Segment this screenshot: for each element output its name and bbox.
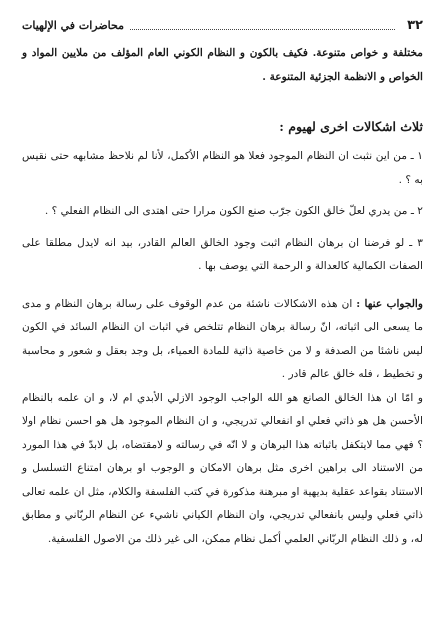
page-number: ٣٢ [407,17,423,33]
intro-paragraph: مختلفة و خواص متنوعة. فكيف بالكون و النظام الكوني العام المؤلف من ملايين المواد و الخواص و الانظمة الجزئية المتنوعة . [22,47,423,83]
header-dotted-leader [130,21,395,30]
answer-label: والجواب عنها : [356,297,423,310]
question-1: ١ ـ من اين نثبت ان النظام الموجود فعلا هو النظام الأكمل، لأنا لم نلاحظ مشابهه حتى نقيس به ؟ . [22,150,423,186]
running-title: محاضرات في الإلهيات [22,18,125,32]
answer-text-1: ان هذه الاشكالات ناشئة من عدم الوقوف على رسالة برهان النظام و مدى ما يسعى الى اثباته، انّ رسالة برهان النظام تتلخص في اثبات ان النظام السائد في الكون ليس ناشئا من الصدفة و لا من خاصية ذاتية للمادة العمياء، بل وجد بعقل و شعور و محاسبة و تخطيط ، فله خالق عالم قادر . [22,297,423,380]
question-2: ٢ ـ من يدري لعلّ خالق الكون جرّب صنع الكون مرارا حتى اهتدى الى النظام الفعلي ؟ . [44,205,423,217]
section-title: ثلاث اشكالات اخرى لهيوم : [279,119,423,134]
answer-paragraph-1 [22,293,423,387]
answer-paragraph-2: و امّا ان هذا الخالق الصانع هو الله الواجب الوجود الازلي الأبدي ام لا، و ان علمه بالنظام الأحسن هل هو ذاتي فعلي او انفعالي تدريجي، و ان النظام الموجود هل هو احسن نظام اولا ؟ فهي مما لايتكفل باثباته هذا البرهان و لا انّه في رسالته و لامقتضاه، بل لابدّ في هذا المورد من الاستناد الى براهين اخرى مثل برهان الامكان و الوجوب او برهان امتناع التسلسل و الاستناد بقواعد عقلية بديهية او مبرهنة مذكورة في كتب الفلسفة والكلام، مثل ان علمه تعالى ذاتي فعلي وليس بانفعالي تدريجي، وان النظام الكياني ناشيء عن النظام الربّاني و مطابق له، و ذلك النظام الربّاني العلمي أكمل نظام ممكن، الى غير ذلك من الاصول الفلسفية. [22,391,423,545]
running-header [22,14,423,36]
question-3: ٣ ـ لو فرضنا ان برهان النظام اثبت وجود الخالق العالم القادر، بيد انه لايدل مطلقا على الصفات الكمالية كالعدالة و الرحمة التي يوصف بها . [22,236,423,272]
